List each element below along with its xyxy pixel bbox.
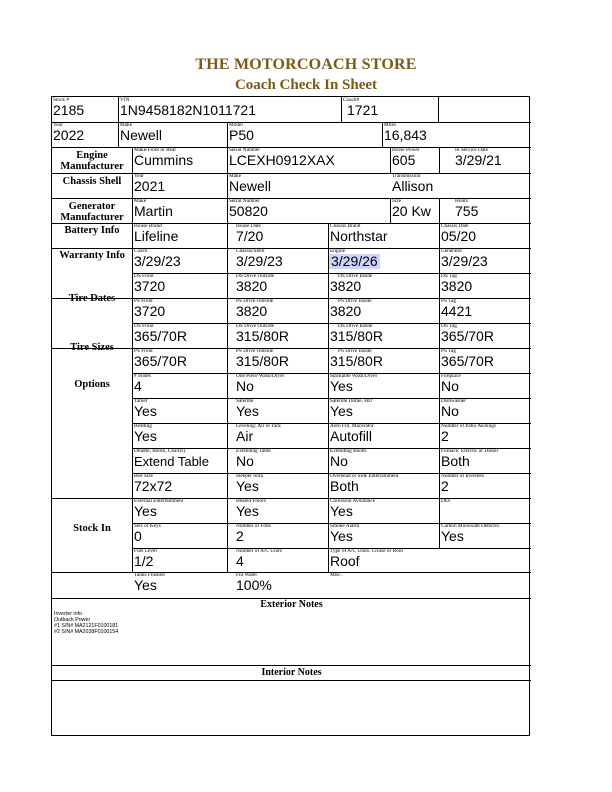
option-value: Both xyxy=(441,453,470,469)
option-label: Extending Table xyxy=(236,448,271,454)
stock-number-label: Stock # xyxy=(53,97,70,103)
option-label: Extending Booth xyxy=(330,448,367,454)
stock-in-label: Number of Fobs xyxy=(236,523,271,529)
option-value: Air xyxy=(236,428,254,444)
stock-in-label: Carbon Monoxide Detector xyxy=(441,523,500,529)
house-battery-date-value: 7/20 xyxy=(236,228,264,244)
option-label: Furnace: Electric or Diesel xyxy=(441,448,498,454)
option-label: Tablet xyxy=(134,398,148,404)
option-label: Satellite xyxy=(236,398,254,404)
engine-service-date-label: In Service Date xyxy=(455,147,488,153)
option-value: Yes xyxy=(134,403,157,419)
chassis-battery-date-label: Chassis Date xyxy=(441,223,469,229)
tire-date-ds-drive-outside-value: 3820 xyxy=(236,278,268,294)
check-in-form xyxy=(51,96,530,736)
tire-size-ps-drive-inside-value: 315/80R xyxy=(330,353,383,369)
option-value: Yes xyxy=(134,428,157,444)
option-label: Satellite Dome, HD xyxy=(330,398,372,404)
tire-date-ds-drive-inside-label: DS Drive Inside xyxy=(338,273,373,279)
stock-in-section-title: Stock In xyxy=(73,523,111,534)
stock-in-value: Yes xyxy=(441,528,464,544)
option-value: Yes xyxy=(236,503,259,519)
option-label: Auto Fill, Macerator xyxy=(330,423,374,429)
tire-size-ds-drive-inside-value: 315/80R xyxy=(330,328,383,344)
tire-size-ps-front-value: 365/70R xyxy=(134,353,187,369)
chassis-battery-brand-label: Chassis Brand xyxy=(330,223,361,229)
transmission-value: Allison xyxy=(392,178,434,194)
option-label: One Piece Wash/Dryer xyxy=(236,373,285,379)
coach-warranty-label: Coach xyxy=(134,248,148,254)
make-value: Newell xyxy=(120,127,163,143)
tire-date-ds-front-label: DS Front xyxy=(134,273,154,279)
option-value: No xyxy=(441,403,459,419)
option-label: Sleeper Sofa xyxy=(236,473,263,479)
battery-section-title: Battery Info xyxy=(64,225,120,236)
tire-date-ds-front-value: 3720 xyxy=(134,278,166,294)
option-value: No xyxy=(441,378,459,394)
engine-warranty-label: Engine xyxy=(330,248,346,254)
model-label: Model xyxy=(229,122,243,128)
tire-size-ds-front-label: DS Front xyxy=(134,323,154,329)
option-value: No xyxy=(236,453,254,469)
year-label: Year xyxy=(53,122,63,128)
tire-date-ps-drive-outside-value: 3820 xyxy=(236,303,268,319)
option-label: Stackable Wash/Dryer xyxy=(330,373,378,379)
option-label: Bedding xyxy=(134,423,152,429)
warranty-section-title: Warranty Info xyxy=(59,250,125,261)
option-value: Both xyxy=(330,478,359,494)
option-value: 2 xyxy=(441,428,449,444)
store-name: THE MOTORCOACH STORE xyxy=(195,56,417,73)
option-label: DEF xyxy=(441,498,452,504)
tire-date-ps-drive-inside-value: 3820 xyxy=(330,303,362,319)
exterior-note-line: Inverter info xyxy=(54,611,82,617)
tire-date-ps-tag-value: 4421 xyxy=(441,303,473,319)
option-value: 4 xyxy=(134,378,142,394)
option-value: Yes xyxy=(236,403,259,419)
stock-in-label: Misc. xyxy=(330,572,342,578)
chassis-warranty-value: 3/29/23 xyxy=(236,253,283,269)
option-value: No xyxy=(330,453,348,469)
option-label: External Entertainment xyxy=(134,498,184,504)
engine-serial-label: Serial Number xyxy=(229,147,261,153)
tire-date-ps-front-label: PS Front xyxy=(134,298,153,304)
tire-date-ps-drive-outside-label: PS Drive Outside xyxy=(236,298,274,304)
option-label: Bed Size xyxy=(134,473,153,479)
stock-in-value: 4 xyxy=(236,553,244,569)
exterior-note-line: Outback Power xyxy=(54,617,91,623)
vin-value: 1N9458182N1011721 xyxy=(120,102,256,118)
generator-warranty-label: Generator xyxy=(441,248,463,254)
generator-hours-label: Hours xyxy=(455,198,468,204)
interior-notes-title: Interior Notes xyxy=(261,667,322,678)
exterior-note-line: #2 S/N# MA2038F0100154 xyxy=(54,629,119,635)
stock-in-label: Tanks Flushed xyxy=(134,572,165,578)
miles-label: Miles xyxy=(384,122,397,128)
stock-in-value: Yes xyxy=(330,528,353,544)
stock-in-label: Fill Water xyxy=(236,572,258,578)
chassis-year-value: 2021 xyxy=(134,178,166,194)
chassis-warranty-label: Chassis/Shell xyxy=(236,248,265,254)
stock-in-value: 100% xyxy=(236,577,272,593)
stock-in-value: 0 xyxy=(134,528,142,544)
chassis-make-label: Make xyxy=(229,173,242,179)
generator-serial-value: 50820 xyxy=(229,203,268,219)
option-value: Yes xyxy=(330,503,353,519)
transmission-label: Transmission xyxy=(392,173,421,179)
option-value: Yes xyxy=(134,503,157,519)
engine-make-label: Make/Front or Rear xyxy=(134,147,177,153)
sheet-title: Coach Check In Sheet xyxy=(234,77,378,93)
engine-make-value: Cummins xyxy=(134,152,194,168)
house-battery-brand-label: House Brand xyxy=(134,223,162,229)
stock-in-label: Number of A/C Units xyxy=(236,548,282,554)
generator-make-value: Martin xyxy=(134,203,173,219)
tire-size-ps-drive-outside-label: PS Drive Outside xyxy=(236,348,274,354)
tire-size-ds-drive-outside-value: 315/80R xyxy=(236,328,289,344)
tire-size-ds-drive-outside-label: DS Drive Outside xyxy=(236,323,274,329)
option-value: Yes xyxy=(330,378,353,394)
option-label: Fireplace xyxy=(441,373,461,379)
chassis-battery-brand-value: Northstar xyxy=(330,228,388,244)
tire-size-ds-tag-value: 365/70R xyxy=(441,328,494,344)
stock-in-label: Fuel Level xyxy=(134,548,157,554)
tire-sizes-section-title: Tire Sizes xyxy=(70,342,114,353)
tire-size-ds-drive-inside-label: DS Drive Inside xyxy=(338,323,373,329)
generator-make-label: Make xyxy=(134,198,147,204)
option-label: Collission Avoidance xyxy=(330,498,376,504)
generator-size-label: Size xyxy=(392,198,402,204)
engine-serial-value: LCEXH0912XAX xyxy=(229,152,335,168)
tire-date-ds-drive-inside-value: 3820 xyxy=(330,278,362,294)
chassis-year-label: Year xyxy=(134,173,144,179)
stock-in-value: 1/2 xyxy=(134,553,154,569)
tire-size-ps-front-label: PS Front xyxy=(134,348,153,354)
tire-dates-section-title: Tire Dates xyxy=(68,293,116,304)
stock-in-label: Sets of Keys xyxy=(134,523,161,529)
tire-size-ps-tag-value: 365/70R xyxy=(441,353,494,369)
option-value: No xyxy=(236,378,254,394)
house-battery-date-label: House Date xyxy=(236,223,261,229)
option-label: Overhead or Side Entertainment xyxy=(330,473,399,479)
option-label: Number of Inverters xyxy=(441,473,485,479)
generator-warranty-value: 3/29/23 xyxy=(441,253,488,269)
options-section-title: Options xyxy=(74,379,110,390)
tire-date-ds-drive-outside-label: DS Drive Outside xyxy=(236,273,274,279)
tire-size-ps-drive-inside-label: PS Drive Inside xyxy=(338,348,372,354)
coach-warranty-value: 3/29/23 xyxy=(134,253,181,269)
tire-size-ps-drive-outside-value: 315/80R xyxy=(236,353,289,369)
generator-size-value: 20 Kw xyxy=(392,203,431,219)
vin-label: VIN xyxy=(120,97,130,103)
tire-size-ds-tag-label: DS Tag xyxy=(441,323,457,329)
make-label: Make xyxy=(120,122,133,128)
generator-serial-label: Serial Number xyxy=(229,198,261,204)
chassis-make-value: Newell xyxy=(229,178,272,194)
stock-in-label: Type of A/C Units: Cruise or Roof xyxy=(330,548,404,554)
exterior-notes-title: Exterior Notes xyxy=(260,599,323,610)
coach-number-label: Coach# xyxy=(343,97,360,103)
option-value: 72x72 xyxy=(134,478,173,494)
stock-in-label: Smoke Alarm xyxy=(330,523,360,529)
model-value: P50 xyxy=(229,127,254,143)
chassis-section-title: Chassis Shell xyxy=(62,176,122,187)
option-value: Yes xyxy=(330,403,353,419)
option-label: Heated Floors xyxy=(236,498,266,504)
option-label: # Slides xyxy=(134,373,151,379)
exterior-note-line: #1 S/N# MA2121F0100181 xyxy=(54,623,119,629)
option-value: Autofill xyxy=(330,428,373,444)
stock-in-value: 2 xyxy=(236,528,244,544)
tire-date-ps-tag-label: PS Tag xyxy=(441,298,456,304)
engine-hp-label: Horse Power xyxy=(392,147,420,153)
tire-date-ds-tag-label: DS Tag xyxy=(441,273,457,279)
option-label: Dishwasher xyxy=(441,398,467,404)
tire-date-ps-drive-inside-label: PS Drive Inside xyxy=(338,298,372,304)
house-battery-brand-value: Lifeline xyxy=(134,228,179,244)
engine-section-title: Engine Manufacturer xyxy=(60,150,124,172)
engine-hp-value: 605 xyxy=(392,152,416,168)
stock-number-value: 2185 xyxy=(53,102,85,118)
option-value: 2 xyxy=(441,478,449,494)
stock-in-value: Yes xyxy=(134,577,157,593)
year-value: 2022 xyxy=(53,127,85,143)
coach-number-value: 1721 xyxy=(347,102,379,118)
tire-date-ps-front-value: 3720 xyxy=(134,303,166,319)
generator-section-title: Generator Manufacturer xyxy=(60,201,124,223)
engine-service-date-value: 3/29/21 xyxy=(455,152,502,168)
chassis-battery-date-value: 05/20 xyxy=(441,228,477,244)
option-value: Yes xyxy=(236,478,259,494)
option-label: Number of Patio Awnings xyxy=(441,423,496,429)
stock-in-value: Roof xyxy=(330,553,360,569)
tire-size-ds-front-value: 365/70R xyxy=(134,328,187,344)
option-value: Extend Table xyxy=(134,454,209,469)
option-label: Dinette, Booth, Chair(s) xyxy=(134,448,186,454)
engine-warranty-value: 3/29/26 xyxy=(331,253,378,269)
tire-date-ds-tag-value: 3820 xyxy=(441,278,473,294)
option-label: Leveling: Air or Jack xyxy=(236,423,281,429)
tire-size-ps-tag-label: PS Tag xyxy=(441,348,456,354)
generator-hours-value: 755 xyxy=(455,203,479,219)
miles-value: 16,843 xyxy=(384,127,427,143)
